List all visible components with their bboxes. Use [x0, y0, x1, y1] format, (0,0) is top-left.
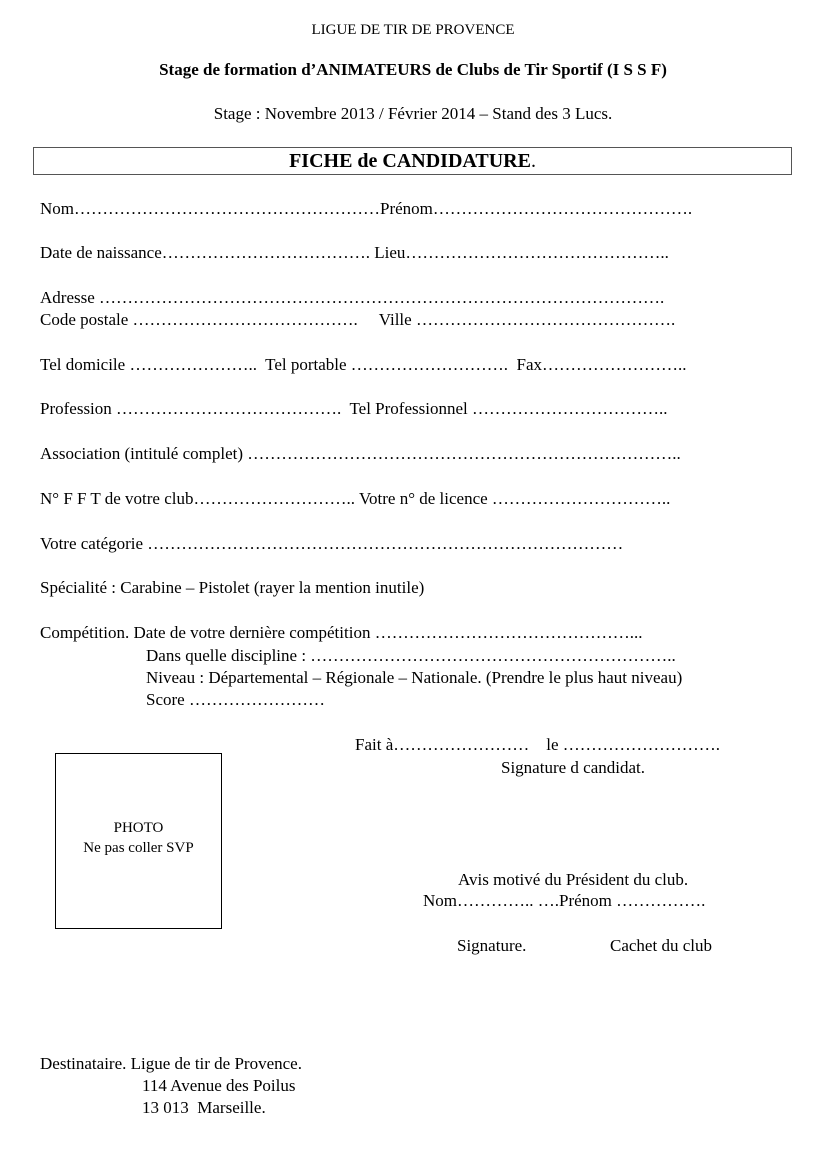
fait-a-le[interactable]: Fait à…………………… le ………………………. [355, 735, 721, 754]
field-code-postal[interactable]: Code postale …………………………………. Ville ………………………………………. [40, 310, 676, 329]
field-nom[interactable]: Nom………………………………………………Prénom………………………………………. [40, 199, 693, 218]
form-title-box [33, 147, 792, 175]
field-ffft-licence[interactable]: N° F F T de votre club……………………….. Votre n° de licence ………………………….. [40, 489, 671, 508]
field-date-naissance[interactable]: Date de naissance………………………………. Lieu……………………………………….. [40, 243, 669, 262]
president-signature: Signature. [457, 936, 527, 955]
field-adresse[interactable]: Adresse ………………………………………………………………………………………. [40, 288, 665, 307]
signature-candidat: Signature d candidat. [501, 758, 645, 777]
destinataire-line2: 114 Avenue des Poilus [142, 1076, 296, 1095]
competition-niveau[interactable]: Niveau : Départemental – Régionale – Nationale. (Prendre le plus haut niveau) [146, 668, 683, 687]
president-avis: Avis motivé du Président du club. [458, 870, 689, 889]
field-specialite[interactable]: Spécialité : Carabine – Pistolet (rayer la mention inutile) [40, 578, 425, 597]
field-profession[interactable]: Profession …………………………………. Tel Professionnel …………………………….. [40, 399, 668, 418]
president-cachet: Cachet du club [610, 936, 712, 955]
destinataire-line3: 13 013 Marseille. [142, 1098, 266, 1117]
form-title: FICHE de CANDIDATURE. [289, 150, 536, 172]
field-categorie[interactable]: Votre catégorie ………………………………………………………………………… [40, 534, 624, 553]
field-telephones[interactable]: Tel domicile ………………….. Tel portable ………………………. Fax…………………….. [40, 355, 687, 374]
photo-box [55, 753, 222, 929]
president-nom-prenom[interactable]: Nom………….. ….Prénom ……………. [423, 891, 706, 910]
photo-note: Ne pas coller SVP [83, 840, 194, 856]
photo-label: PHOTO [113, 820, 164, 836]
field-association[interactable]: Association (intitulé complet) ………………………………………………………………….. [40, 444, 681, 463]
destinataire-line1: Destinataire. Ligue de tir de Provence. [40, 1054, 302, 1073]
league-header: LIGUE DE TIR DE PROVENCE [311, 22, 515, 38]
stage-title: Stage de formation d’ANIMATEURS de Clubs de Tir Sportif (I S S F) [159, 60, 667, 79]
competition-discipline[interactable]: Dans quelle discipline : ……………………………………………………….. [146, 646, 676, 665]
stage-info: Stage : Novembre 2013 / Février 2014 – Stand des 3 Lucs. [213, 104, 613, 123]
competition-date[interactable]: Compétition. Date de votre dernière compétition ………………………………………... [40, 623, 643, 642]
competition-score[interactable]: Score …………………… [146, 690, 325, 709]
